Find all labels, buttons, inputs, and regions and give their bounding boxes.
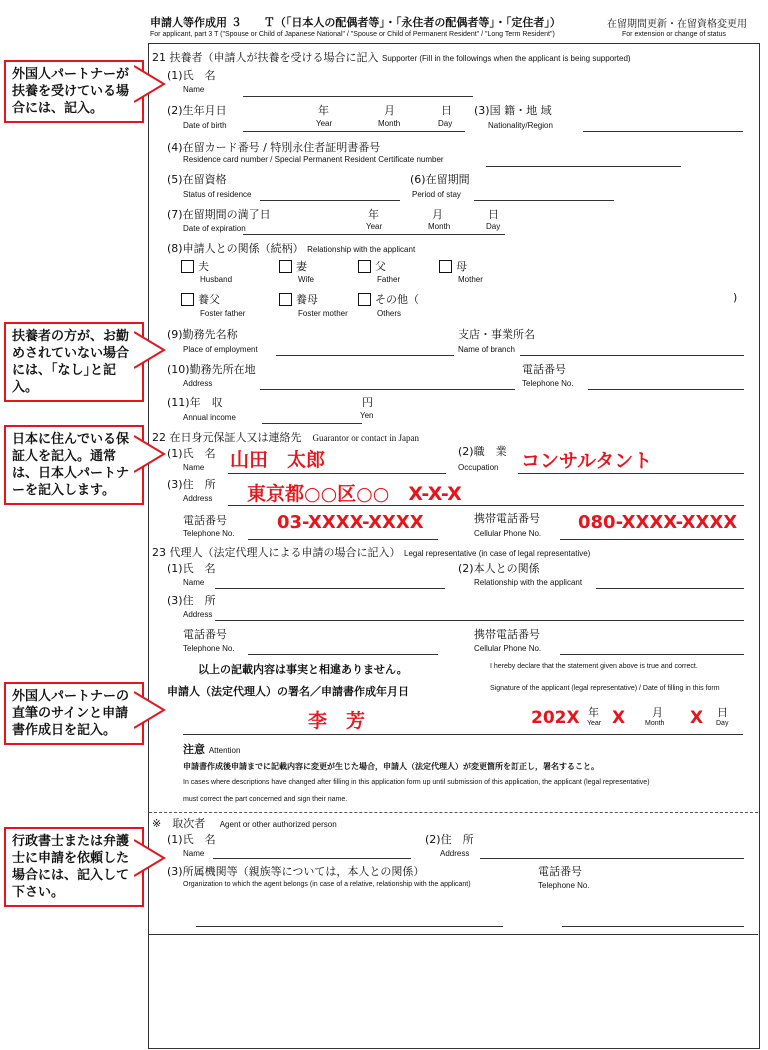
s21-addr-label-en: Address	[183, 379, 213, 388]
callout-agent-pointer	[134, 838, 170, 878]
checkbox-father[interactable]	[358, 260, 371, 273]
s22-heading-en: Guarantor or contact in Japan	[312, 433, 419, 443]
s21-branch-label: 支店・事業所名	[458, 328, 535, 341]
s23-cell-label-en: Cellular Phone No.	[474, 644, 542, 653]
rel-mother-en: Mother	[458, 275, 483, 284]
s21-rel-jp: (8)申請人との関係（続柄）	[167, 242, 304, 255]
callout-supporter-pointer	[134, 64, 170, 104]
agent-tel-label-en: Telephone No.	[538, 881, 590, 890]
agent-addr-label: (2)住 所	[425, 833, 474, 846]
s21-period-field[interactable]	[474, 200, 614, 201]
s21-tel-field[interactable]	[588, 389, 744, 390]
s21-exp-label: (7)在留期間の満了日	[167, 208, 271, 221]
s23-rel-label: (2)本人との関係	[458, 562, 540, 575]
callout-supporter: 外国人パートナーが扶養を受けている場合には、記入。	[4, 60, 144, 123]
s21-exp-field[interactable]	[243, 234, 505, 235]
attention-en-1: In cases where descriptions have changed after filling in this application form up until submission of this application, the applicant (legal representative)	[183, 779, 650, 786]
s22-occ-field[interactable]	[518, 473, 744, 474]
s21-nat-field[interactable]	[583, 131, 743, 132]
s21-month-en: Month	[378, 119, 401, 128]
s21-name-field[interactable]	[243, 96, 473, 97]
agent-tel-label: 電話番号	[538, 865, 582, 878]
signature-label-en: Signature of the applicant (legal representative) / Date of filling in this form	[490, 685, 720, 692]
s21-card-label: (4)在留カード番号 / 特別永住者証明書番号	[167, 141, 381, 154]
rel-wife-jp: 妻	[296, 260, 307, 273]
s21-emp-field[interactable]	[276, 355, 454, 356]
s21-exp-year-en: Year	[366, 222, 383, 231]
rel-others-close: )	[733, 291, 738, 304]
s21-status-field[interactable]	[260, 200, 400, 201]
date-month-value[interactable]: X	[612, 708, 626, 728]
s21-income-label-en: Annual income	[183, 413, 236, 422]
s21-heading	[152, 49, 631, 65]
s22-name-label: (1)氏 名	[167, 447, 216, 460]
s22-occ-label-en: Occupation	[458, 463, 499, 472]
s21-month-jp: 月	[384, 104, 395, 117]
s23-tel-field[interactable]	[248, 654, 438, 655]
agent-addr-field[interactable]	[480, 858, 744, 859]
s22-addr-label-en: Address	[183, 494, 213, 503]
agent-heading	[152, 815, 337, 831]
s22-addr-field[interactable]	[228, 505, 744, 506]
s21-branch-label-en: Name of branch	[458, 345, 515, 354]
attention-title-jp: 注意	[183, 743, 205, 756]
s22-cell-label-en: Cellular Phone No.	[474, 529, 542, 538]
s22-heading	[152, 429, 419, 445]
callout-agent: 行政書士または弁護士に申請を依頼した場合には、記入して下さい。	[4, 827, 144, 907]
agent-tel-field[interactable]	[562, 926, 744, 927]
s21-yen-jp: 円	[362, 396, 373, 409]
s21-yen-en: Yen	[360, 411, 374, 420]
s23-rel-label-en: Relationship with the applicant	[474, 578, 583, 587]
callout-guarantor-pointer	[134, 434, 170, 474]
s22-cell-value[interactable]: 080-XXXX-XXXX	[578, 512, 738, 533]
s22-heading-jp: 22 在日身元保証人又は連絡先	[152, 431, 302, 444]
form-subtitle: For applicant, part 3 T ("Spouse or Child of Japanese National" / "Spouse or Child of Permanent Resident" / "Long Term Resident")	[150, 31, 555, 38]
s22-addr-value[interactable]: 東京都○○区○○ X-X-X	[247, 483, 462, 505]
rel-husband-jp: 夫	[198, 260, 209, 273]
rel-husband-en: Husband	[200, 275, 233, 284]
rel-mother-jp: 母	[456, 260, 467, 273]
s21-heading-en: Supporter (Fill in the followings when the applicant is being supported)	[382, 54, 631, 63]
s21-tel-label-en: Telephone No.	[522, 379, 574, 388]
signature-value[interactable]: 李 芳	[308, 710, 366, 732]
s22-tel-value[interactable]: 03-XXXX-XXXX	[277, 512, 424, 533]
callout-guarantor: 日本に住んでいる保証人を記入。通常は、日本人パートナーを記入します。	[4, 425, 144, 505]
rel-foster-mother-en: Foster mother	[298, 309, 348, 318]
s21-addr-label: (10)勤務先所在地	[167, 363, 256, 376]
s21-exp-day-en: Day	[486, 222, 501, 231]
s23-addr-field[interactable]	[215, 620, 744, 621]
rel-wife-en: Wife	[298, 275, 314, 284]
s23-heading	[152, 544, 590, 560]
s21-day-en: Day	[438, 119, 453, 128]
s21-dob-label: (2)生年月日	[167, 104, 227, 117]
s21-period-label-en: Period of stay	[412, 190, 461, 199]
date-year-en: Year	[587, 720, 602, 727]
s22-addr-label: (3)住 所	[167, 478, 216, 491]
form-title: 申請人等作成用 ３ Ｔ（「日本人の配偶者等」・「永住者の配偶者等」・「定住者」）	[150, 16, 561, 29]
s23-cell-label: 携帯電話番号	[474, 628, 540, 641]
s21-dob-field[interactable]	[243, 131, 465, 132]
agent-heading-jp: ※ 取次者	[152, 817, 206, 830]
callout-employment-pointer	[134, 330, 170, 370]
s21-card-label-en: Residence card number / Special Permanent Resident Certificate number	[183, 155, 444, 164]
form-title-right: 在留期間更新・在留資格変更用	[607, 19, 747, 30]
callout-signature-pointer	[134, 690, 170, 730]
s22-tel-label-en: Telephone No.	[183, 529, 235, 538]
s21-tel-label: 電話番号	[522, 363, 566, 376]
attention-title-en: Attention	[208, 746, 241, 755]
declaration-en: I hereby declare that the statement given above is true and correct.	[490, 663, 698, 670]
s21-emp-label: (9)勤務先名称	[167, 328, 238, 341]
s21-name-label-en: Name	[183, 85, 205, 94]
s21-period-label: (6)在留期間	[410, 173, 470, 186]
date-month-jp: 月	[652, 706, 663, 719]
declaration-jp: 以上の記載内容は事実と相違ありません。	[198, 663, 408, 676]
agent-name-field[interactable]	[213, 858, 411, 859]
s21-branch-field[interactable]	[520, 355, 744, 356]
s23-name-label-en: Name	[183, 578, 205, 587]
s22-cell-label: 携帯電話番号	[474, 512, 540, 525]
s22-tel-label: 電話番号	[183, 514, 227, 527]
s21-exp-month-en: Month	[428, 222, 451, 231]
s21-exp-day-jp: 日	[488, 208, 499, 221]
s21-exp-label-en: Date of expiration	[183, 224, 246, 233]
signature-field[interactable]	[183, 734, 743, 735]
s21-nat-label: (3)国 籍・地 域	[474, 104, 552, 117]
s23-heading-jp: 23 代理人（法定代理人による申請の場合に記入）	[152, 546, 401, 559]
rel-others-en: Others	[377, 309, 402, 318]
s21-year-en: Year	[316, 119, 333, 128]
callout-employment: 扶養者の方が、お勤めされていない場合には、｢なし｣と記入。	[4, 322, 144, 402]
agent-org-label: (3)所属機関等（親族等については，本人との関係）	[167, 865, 425, 878]
s22-occ-value[interactable]: コンサルタント	[521, 450, 653, 472]
s21-card-field[interactable]	[486, 166, 681, 167]
s23-name-label: (1)氏 名	[167, 562, 216, 575]
attention-jp: 申請書作成後申請までに記載内容に変更が生じた場合，申請人（法定代理人）が変更箇所を訂正し，署名すること。	[183, 762, 599, 771]
s21-day-jp: 日	[441, 104, 452, 117]
date-day-en: Day	[716, 720, 729, 727]
s23-addr-label: (3)住 所	[167, 594, 216, 607]
agent-bottom-rule	[149, 934, 758, 935]
checkbox-foster-father[interactable]	[181, 293, 194, 306]
s23-name-field[interactable]	[215, 588, 445, 589]
form-subtitle-right: For extension or change of status	[622, 31, 726, 38]
date-day-jp: 日	[717, 706, 728, 719]
s21-dob-label-en: Date of birth	[183, 121, 227, 130]
rel-foster-father-jp: 養父	[198, 293, 220, 306]
s21-rel-label	[167, 240, 415, 256]
s21-emp-label-en: Place of employment	[183, 345, 258, 354]
date-year-jp: 年	[588, 706, 599, 719]
rel-foster-mother-jp: 養母	[296, 293, 318, 306]
s22-cell-field[interactable]	[560, 539, 744, 540]
s21-nat-label-en: Nationality/Region	[488, 121, 553, 130]
attention-title	[183, 741, 240, 757]
s23-heading-en: Legal representative (in case of legal representative)	[404, 549, 591, 558]
date-day-value[interactable]: X	[690, 708, 704, 728]
s21-heading-jp: 21 扶養者（申請人が扶養を受ける場合に記入	[152, 51, 379, 64]
rel-father-jp: 父	[375, 260, 386, 273]
checkbox-husband[interactable]	[181, 260, 194, 273]
date-year-value[interactable]: 202X	[531, 708, 580, 728]
checkbox-foster-mother[interactable]	[279, 293, 292, 306]
s23-tel-label: 電話番号	[183, 628, 227, 641]
s21-income-field[interactable]	[262, 423, 362, 424]
rel-father-en: Father	[377, 275, 401, 284]
s21-year-jp: 年	[318, 104, 329, 117]
agent-name-label-en: Name	[183, 849, 205, 858]
s22-name-value[interactable]: 山田 太郎	[230, 449, 326, 471]
s22-tel-field[interactable]	[248, 539, 438, 540]
agent-addr-label-en: Address	[440, 849, 470, 858]
agent-separator	[149, 812, 758, 813]
callout-signature: 外国人パートナーの直筆のサインと申請書作成日を記入。	[4, 682, 144, 745]
s23-tel-label-en: Telephone No.	[183, 644, 235, 653]
s21-exp-month-jp: 月	[432, 208, 443, 221]
agent-heading-en: Agent or other authorized person	[219, 820, 337, 829]
s23-rel-field[interactable]	[596, 588, 744, 589]
s21-exp-year-jp: 年	[368, 208, 379, 221]
s21-addr-field[interactable]	[260, 389, 515, 390]
s22-occ-label: (2)職 業	[458, 445, 507, 458]
s21-status-label: (5)在留資格	[167, 173, 227, 186]
attention-en-2: must correct the part concerned and sign their name.	[183, 796, 348, 803]
s23-cell-field[interactable]	[560, 654, 744, 655]
checkbox-wife[interactable]	[279, 260, 292, 273]
rel-foster-father-en: Foster father	[200, 309, 246, 318]
checkbox-others[interactable]	[358, 293, 371, 306]
agent-name-label: (1)氏 名	[167, 833, 216, 846]
signature-label-jp: 申請人（法定代理人）の署名／申請書作成年月日	[167, 685, 409, 698]
checkbox-mother[interactable]	[439, 260, 452, 273]
rel-others-jp: その他（	[375, 293, 419, 306]
s22-name-field[interactable]	[228, 473, 446, 474]
s21-status-label-en: Status of residence	[183, 190, 252, 199]
s23-addr-label-en: Address	[183, 610, 213, 619]
s21-name-label: (1)氏 名	[167, 69, 216, 82]
s21-income-label: (11)年 収	[167, 396, 223, 409]
date-month-en: Month	[645, 720, 665, 727]
agent-org-field[interactable]	[196, 926, 503, 927]
s21-rel-en: Relationship with the applicant	[307, 245, 416, 254]
agent-org-label-en: Organization to which the agent belongs (in case of a relative, relationship with the applicant)	[183, 881, 471, 888]
s22-name-label-en: Name	[183, 463, 205, 472]
